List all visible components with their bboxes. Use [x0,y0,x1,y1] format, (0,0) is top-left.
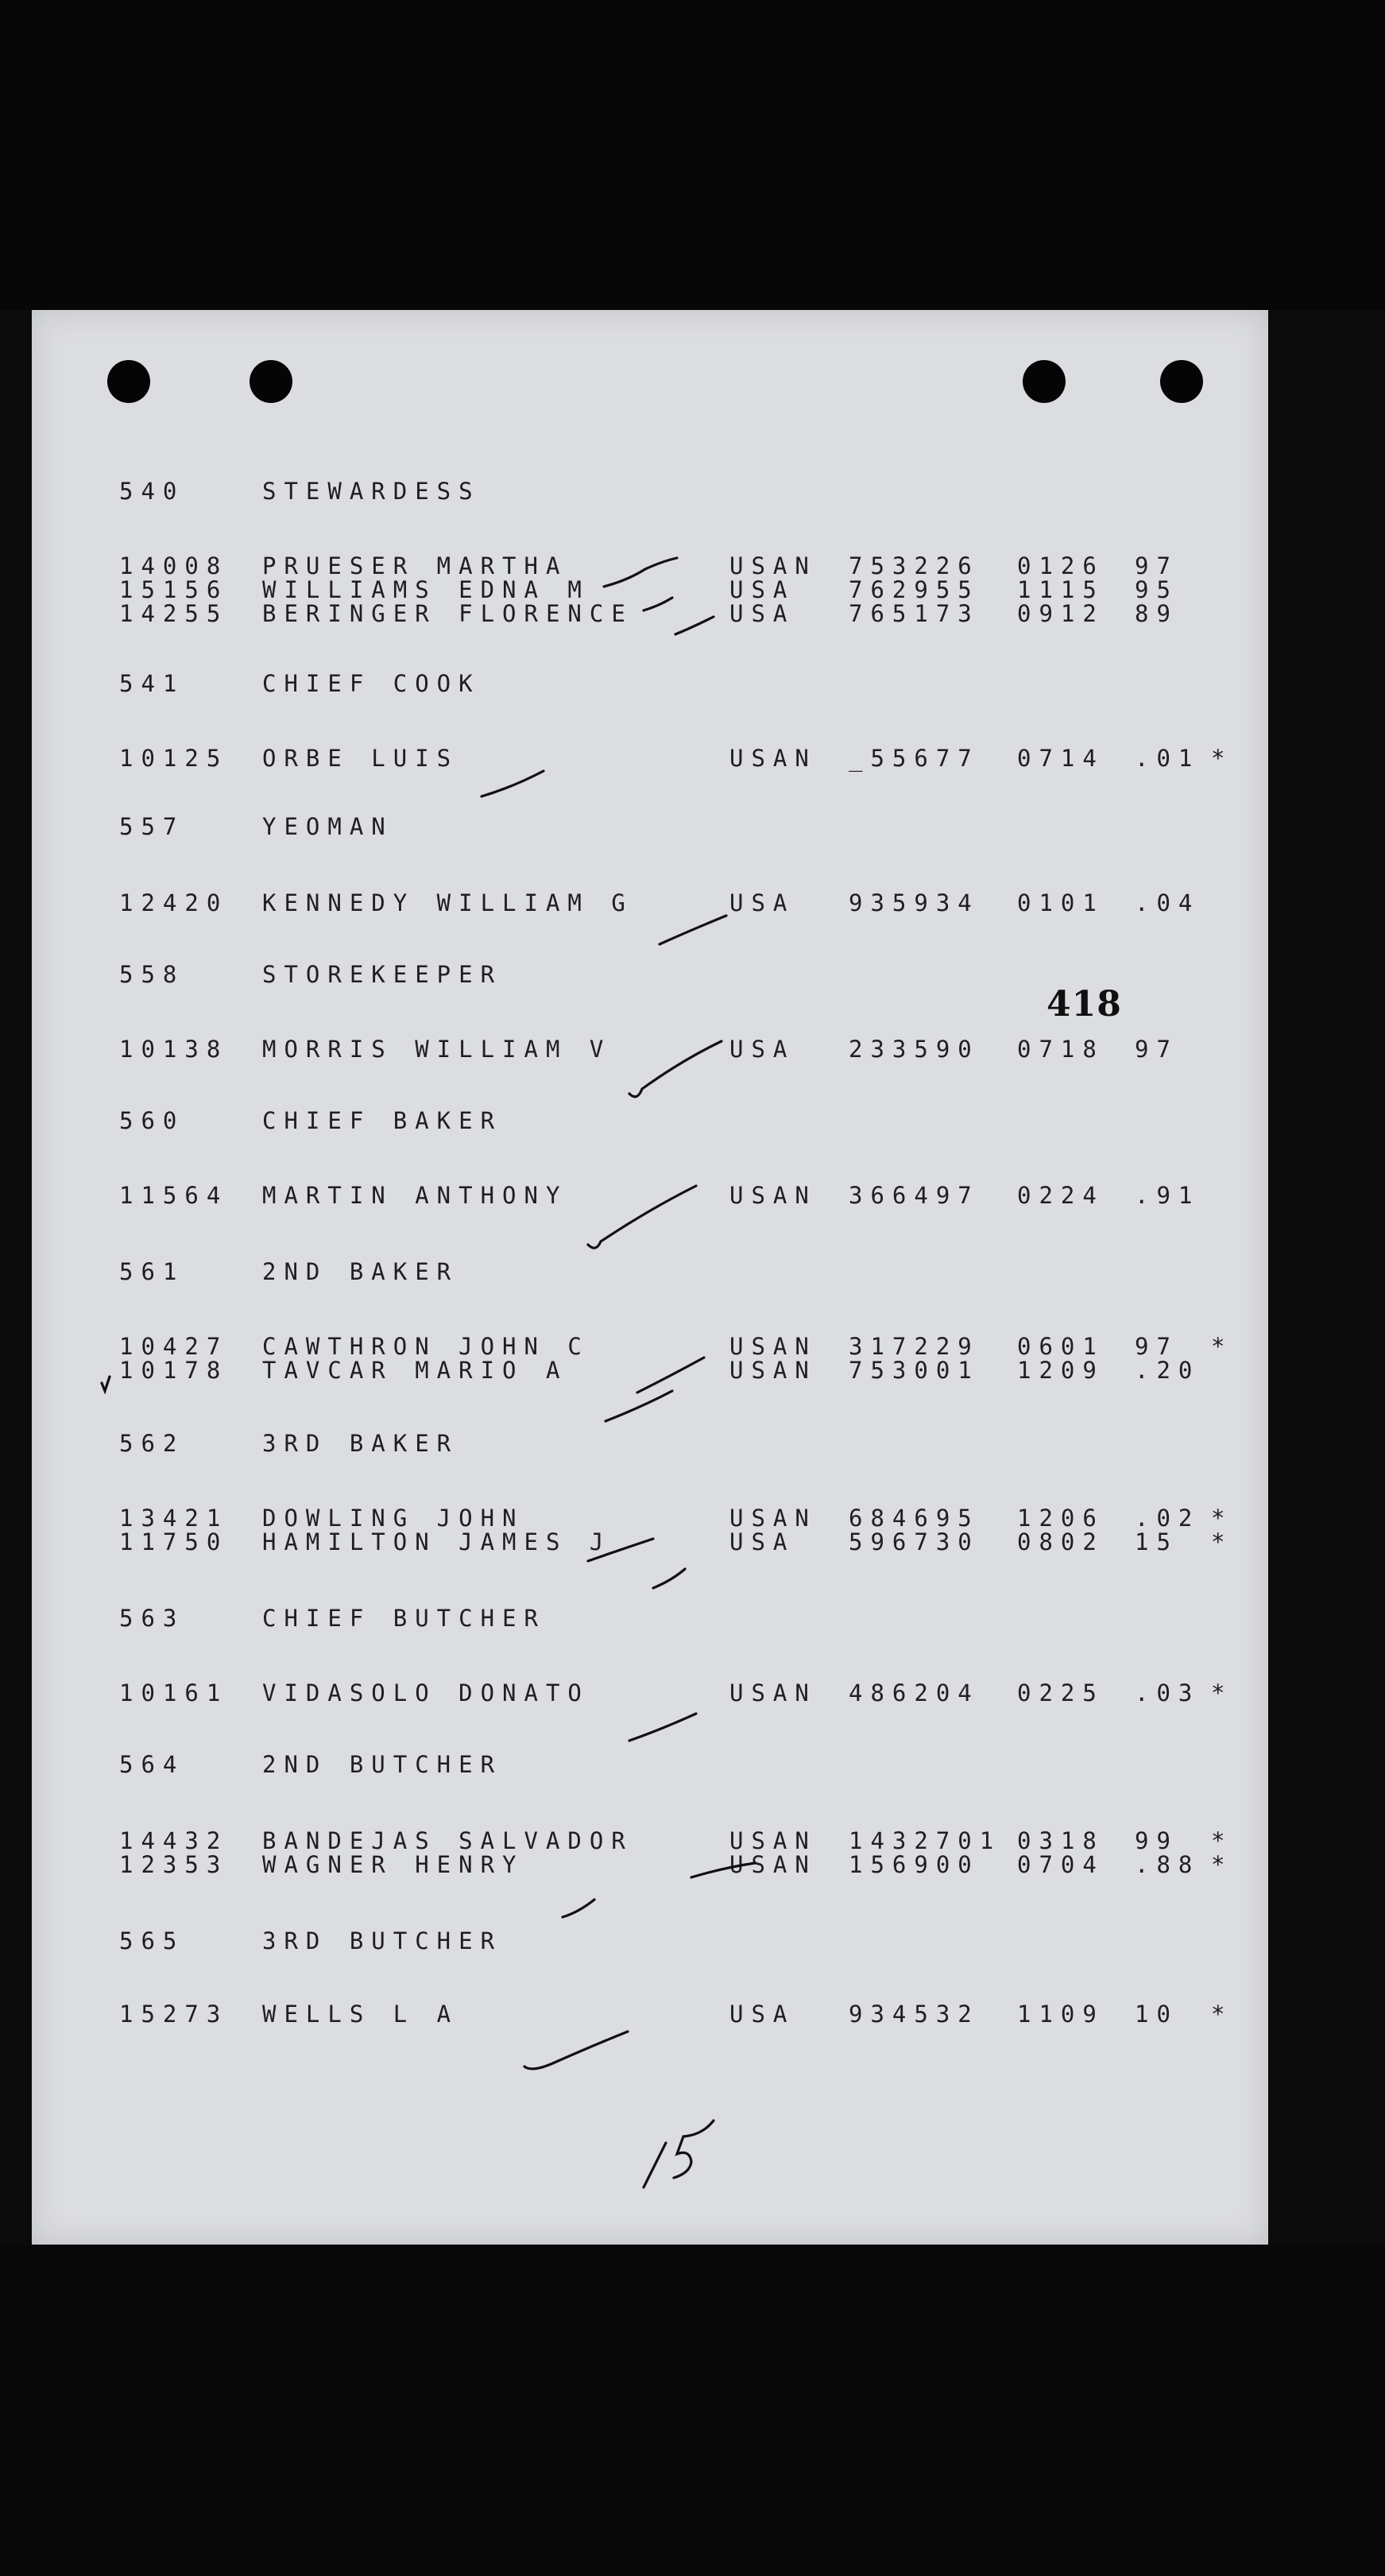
page-stamp-number: 418 [1046,984,1122,1025]
crew-number: 1432701 [849,1827,1002,1854]
crew-nationality: USA [729,576,795,603]
crew-id: 10427 [119,1333,229,1360]
crew-number: 753001 [849,1357,980,1384]
crew-number: 233590 [849,1036,980,1063]
crew-date: 1109 [1017,2001,1105,2028]
crew-date: 0802 [1017,1528,1105,1555]
section-title: STEWARDESS [262,478,481,505]
crew-year: 15 [1135,1528,1178,1555]
crew-id: 12353 [119,1851,229,1878]
crew-name: DOWLING JOHN [262,1505,524,1532]
crew-mark: * [1211,1827,1233,1854]
section-code: 563 [119,1605,185,1632]
section-title: STOREKEEPER [262,961,503,988]
crew-year: .03 [1135,1679,1201,1706]
crew-number: 762955 [849,576,980,603]
section-code: 558 [119,961,185,988]
crew-nationality: USAN [729,1357,817,1384]
crew-number: 596730 [849,1528,980,1555]
crew-mark: * [1211,2001,1233,2028]
crew-id: 14008 [119,552,229,579]
crew-year: 97 [1135,552,1178,579]
crew-name: ORBE LUIS [262,745,459,772]
crew-year: 95 [1135,576,1178,603]
crew-name: WELLS L A [262,2001,459,2028]
crew-nationality: USAN [729,1182,817,1209]
crew-id: 10178 [119,1357,229,1384]
section-code: 565 [119,1927,185,1954]
crew-date: 0912 [1017,600,1105,627]
crew-nationality: USA [729,600,795,627]
crew-id: 10161 [119,1679,229,1706]
crew-id: 11750 [119,1528,229,1555]
section-title: 3RD BUTCHER [262,1927,503,1954]
crew-year: .02 [1135,1505,1201,1532]
crew-date: 0126 [1017,552,1105,579]
scan-background-bottom [0,2245,1385,2576]
crew-name: TAVCAR MARIO A [262,1357,568,1384]
crew-name: BERINGER FLORENCE [262,600,633,627]
crew-name: MORRIS WILLIAM V [262,1036,612,1063]
crew-date: 1115 [1017,576,1105,603]
crew-id: 15273 [119,2001,229,2028]
section-code: 561 [119,1258,185,1285]
crew-id: 10125 [119,745,229,772]
handwritten-stroke-icon [644,2143,666,2187]
section-title: 3RD BAKER [262,1430,459,1457]
crew-id: 10138 [119,1036,229,1063]
crew-number: _55677 [849,745,980,772]
crew-id: 13421 [119,1505,229,1532]
crew-year: .01 [1135,745,1201,772]
crew-name: WAGNER HENRY [262,1851,524,1878]
crew-number: 765173 [849,600,980,627]
section-title: YEOMAN [262,813,393,840]
crew-name: MARTIN ANTHONY [262,1182,568,1209]
crew-nationality: USA [729,1528,795,1555]
crew-id: 11564 [119,1182,229,1209]
crew-name: VIDASOLO DONATO [262,1679,590,1706]
crew-year: .88 [1135,1851,1201,1878]
crew-nationality: USA [729,2001,795,2028]
section-title: 2ND BUTCHER [262,1751,503,1778]
crew-mark: * [1211,1505,1233,1532]
crew-year: 10 [1135,2001,1178,2028]
crew-mark: * [1211,1333,1233,1360]
section-title: CHIEF BUTCHER [262,1605,546,1632]
crew-mark: * [1211,1679,1233,1706]
crew-nationality: USAN [729,1851,817,1878]
crew-year: .20 [1135,1357,1201,1384]
section-code: 557 [119,813,185,840]
crew-mark: * [1211,1528,1233,1555]
crew-name: WILLIAMS EDNA M [262,576,590,603]
crew-nationality: USAN [729,552,817,579]
crew-number: 753226 [849,552,980,579]
section-title: 2ND BAKER [262,1258,459,1285]
crew-date: 1206 [1017,1505,1105,1532]
crew-date: 0704 [1017,1851,1105,1878]
crew-year: .91 [1135,1182,1201,1209]
scan-background-top [0,0,1385,310]
crew-date: 1209 [1017,1357,1105,1384]
crew-nationality: USA [729,1036,795,1063]
section-code: 560 [119,1107,185,1134]
crew-nationality: USA [729,889,795,916]
crew-nationality: USAN [729,1333,817,1360]
crew-mark: * [1211,745,1233,772]
crew-id: 12420 [119,889,229,916]
section-title: CHIEF COOK [262,670,481,697]
crew-year: 97 [1135,1333,1178,1360]
crew-nationality: USAN [729,1679,817,1706]
handwritten-annotation [636,2108,755,2198]
crew-year: 99 [1135,1827,1178,1854]
crew-listing [32,310,1268,2245]
section-code: 564 [119,1751,185,1778]
crew-name: KENNEDY WILLIAM G [262,889,633,916]
document-page [32,310,1268,2245]
crew-year: .04 [1135,889,1201,916]
crew-number: 156900 [849,1851,980,1878]
crew-number: 366497 [849,1182,980,1209]
crew-date: 0714 [1017,745,1105,772]
crew-number: 934532 [849,2001,980,2028]
crew-name: BANDEJAS SALVADOR [262,1827,633,1854]
crew-name: PRUESER MARTHA [262,552,568,579]
crew-number: 486204 [849,1679,980,1706]
crew-date: 0225 [1017,1679,1105,1706]
section-title: CHIEF BAKER [262,1107,503,1134]
crew-date: 0718 [1017,1036,1105,1063]
handwritten-stroke-icon [674,2121,714,2178]
crew-id: 15156 [119,576,229,603]
crew-nationality: USAN [729,1827,817,1854]
crew-name: CAWTHRON JOHN C [262,1333,590,1360]
crew-id: 14432 [119,1827,229,1854]
section-code: 562 [119,1430,185,1457]
crew-number: 935934 [849,889,980,916]
crew-id: 14255 [119,600,229,627]
crew-mark: * [1211,1851,1233,1878]
crew-number: 317229 [849,1333,980,1360]
crew-nationality: USAN [729,745,817,772]
crew-year: 89 [1135,600,1178,627]
crew-number: 684695 [849,1505,980,1532]
crew-date: 0101 [1017,889,1105,916]
section-code: 540 [119,478,185,505]
crew-nationality: USAN [729,1505,817,1532]
crew-date: 0601 [1017,1333,1105,1360]
crew-name: HAMILTON JAMES J [262,1528,612,1555]
crew-year: 97 [1135,1036,1178,1063]
crew-date: 0224 [1017,1182,1105,1209]
crew-date: 0318 [1017,1827,1105,1854]
section-code: 541 [119,670,185,697]
